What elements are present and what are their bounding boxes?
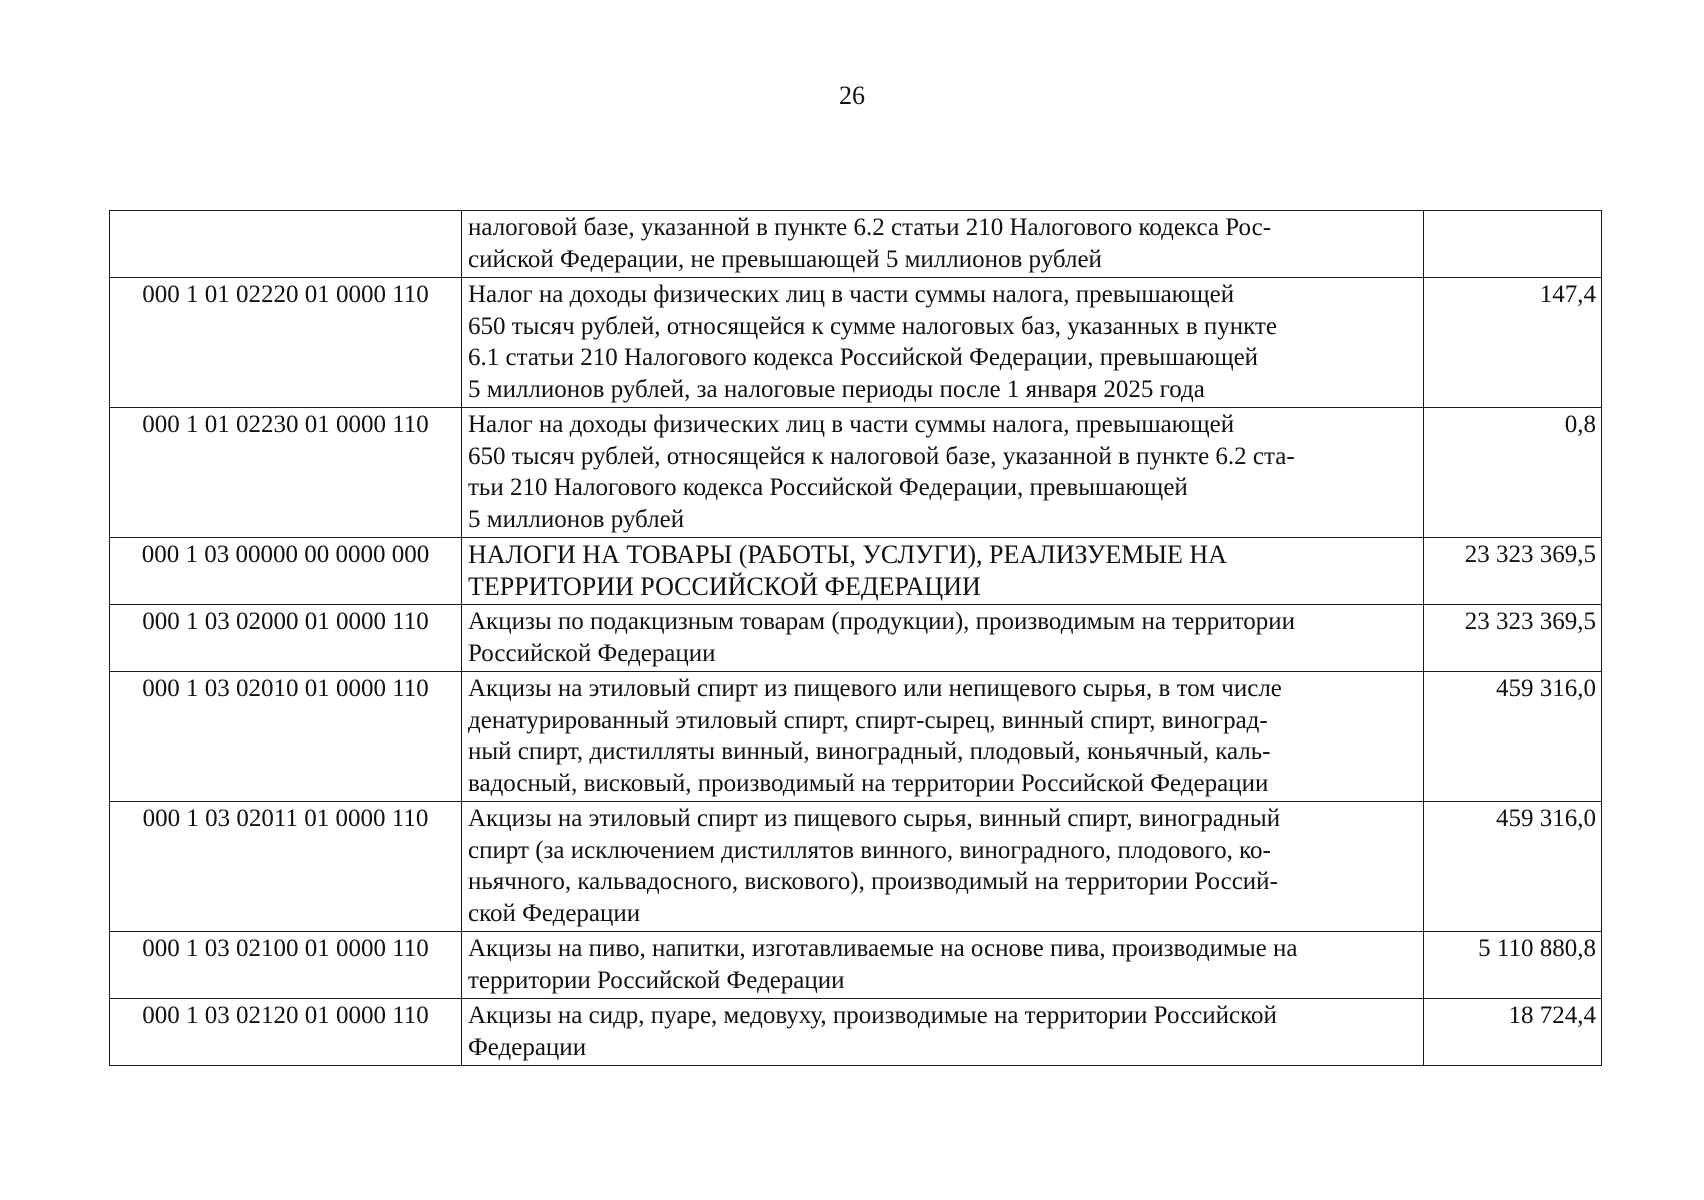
revenue-name-cell <box>462 999 1424 1066</box>
revenue-name-line: 6.1 статьи 210 Налогового кодекса Российской Федерации, превышающей <box>468 344 1259 371</box>
revenue-name-line: налоговой базе, указанной в пункте 6.2 статьи 210 Налогового кодекса Рос- <box>468 214 1272 241</box>
revenue-name-line: ТЕРРИТОРИИ РОССИЙСКОЙ ФЕДЕРАЦИИ <box>468 571 981 601</box>
revenue-name-cell <box>462 278 1424 408</box>
revenue-name-cell <box>462 672 1424 802</box>
revenue-name-line: Акцизы на сидр, пуаре, медовуху, производимые на территории Российской <box>468 1002 1277 1029</box>
classification-code-cell: 000 1 03 02011 01 0000 110 <box>110 802 462 932</box>
revenue-name-line: территории Российской Федерации <box>468 966 845 994</box>
table-row <box>110 605 1602 672</box>
amount-cell: 459 316,0 <box>1424 672 1602 802</box>
revenue-name-cell <box>462 605 1424 672</box>
table-row <box>110 278 1602 408</box>
amount-cell: 459 316,0 <box>1424 802 1602 932</box>
table-row <box>110 999 1602 1066</box>
revenue-name-line: Федерации <box>468 1033 587 1061</box>
amount-cell: 23 323 369,5 <box>1424 605 1602 672</box>
revenue-name-line: тьи 210 Налогового кодекса Российской Федерации, превышающей <box>468 474 1188 501</box>
revenue-name-line: Российской Федерации <box>468 639 716 667</box>
classification-code-cell: 000 1 03 02120 01 0000 110 <box>110 999 462 1066</box>
revenue-name-line: Налог на доходы физических лиц в части суммы налога, превышающей <box>468 411 1235 438</box>
amount-cell: 0,8 <box>1424 408 1602 538</box>
amount-cell: 23 323 369,5 <box>1424 538 1602 605</box>
table-row <box>110 538 1602 605</box>
revenue-name-line: 5 миллионов рублей, за налоговые периоды после 1 января 2025 года <box>468 375 1205 403</box>
table-body <box>110 211 1602 1066</box>
classification-code-cell: 000 1 03 02000 01 0000 110 <box>110 605 462 672</box>
revenue-name-line: НАЛОГИ НА ТОВАРЫ (РАБОТЫ, УСЛУГИ), РЕАЛИЗУЕМЫЕ НА <box>468 540 1227 569</box>
page-number: 26 <box>839 81 865 110</box>
amount-cell: 18 724,4 <box>1424 999 1602 1066</box>
revenue-name-line: 650 тысяч рублей, относящейся к сумме налоговых баз, указанных в пункте <box>468 312 1277 340</box>
table-row <box>110 672 1602 802</box>
table-row <box>110 211 1602 278</box>
revenue-name-cell <box>462 211 1424 278</box>
amount-cell <box>1424 211 1602 278</box>
classification-code-cell: 000 1 01 02220 01 0000 110 <box>110 278 462 408</box>
classification-code-cell: 000 1 03 02100 01 0000 110 <box>110 932 462 999</box>
amount-cell: 147,4 <box>1424 278 1602 408</box>
revenue-name-line: 5 миллионов рублей <box>468 505 685 533</box>
classification-code-cell: 000 1 03 00000 00 0000 000 <box>110 538 462 605</box>
revenue-name-line: 650 тысяч рублей, относящейся к налоговой базе, указанной в пункте 6.2 ста- <box>468 442 1295 470</box>
classification-code-cell <box>110 211 462 278</box>
revenue-name-line: денатурированный этиловый спирт, спирт-сырец, винный спирт, виноград- <box>468 706 1268 734</box>
table-row <box>110 932 1602 999</box>
revenue-name-line: Акцизы на этиловый спирт из пищевого или непищевого сырья, в том числе <box>468 675 1282 702</box>
revenue-name-line: ный спирт, дистилляты винный, виноградный, плодовый, коньячный, каль- <box>468 738 1271 765</box>
revenue-name-line: Акцизы на этиловый спирт из пищевого сырья, винный спирт, виноградный <box>468 805 1281 832</box>
budget-revenue-table-container <box>109 210 1601 1066</box>
amount-cell: 5 110 880,8 <box>1424 932 1602 999</box>
revenue-name-line: ньячного, кальвадосного, вискового), производимый на территории Россий- <box>468 868 1278 895</box>
classification-code-cell: 000 1 01 02230 01 0000 110 <box>110 408 462 538</box>
revenue-name-line: ской Федерации <box>468 899 641 927</box>
revenue-name-line: Налог на доходы физических лиц в части суммы налога, превышающей <box>468 281 1235 308</box>
revenue-name-cell <box>462 408 1424 538</box>
revenue-name-line: вадосный, висковый, производимый на территории Российской Федерации <box>468 769 1269 797</box>
budget-revenue-table <box>109 210 1602 1066</box>
table-row <box>110 802 1602 932</box>
revenue-name-cell <box>462 802 1424 932</box>
revenue-name-line: сийской Федерации, не превышающей 5 миллионов рублей <box>468 245 1102 273</box>
revenue-name-cell <box>462 538 1424 605</box>
revenue-name-line: Акцизы по подакцизным товарам (продукции), производимым на территории <box>468 608 1295 635</box>
revenue-name-line: Акцизы на пиво, напитки, изготавливаемые на основе пива, производимые на <box>468 935 1298 962</box>
revenue-name-cell <box>462 932 1424 999</box>
classification-code-cell: 000 1 03 02010 01 0000 110 <box>110 672 462 802</box>
table-row <box>110 408 1602 538</box>
revenue-name-line: спирт (за исключением дистиллятов винного, виноградного, плодового, ко- <box>468 836 1271 864</box>
